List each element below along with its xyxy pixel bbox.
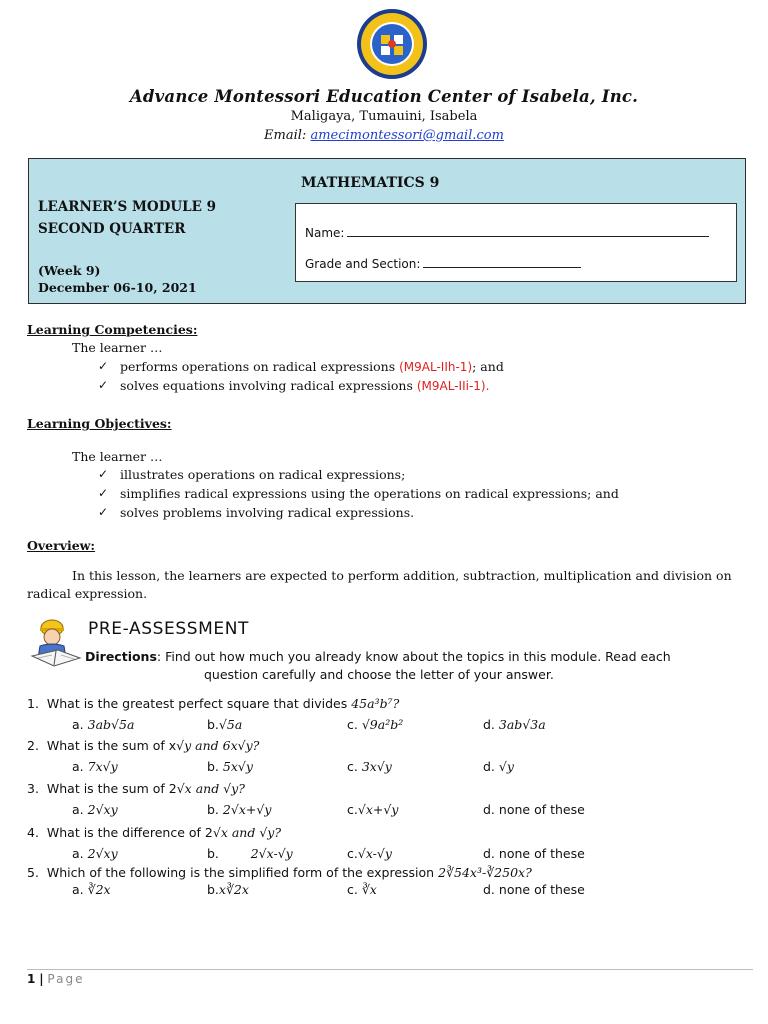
page-word: Page [47, 972, 85, 986]
question-text: What is the difference of 2 [46, 825, 213, 840]
objectives-heading: Learning Objectives: [27, 416, 172, 431]
question-number: 1. [27, 696, 39, 711]
student-info-box [295, 203, 737, 282]
school-address: Maligaya, Tumauini, Isabela [290, 109, 478, 124]
objective-item: solves problems involving radical expressions. [120, 505, 415, 520]
option-value: ∛2x [87, 882, 111, 897]
footer-divider [27, 969, 753, 970]
option-value: √x-√y [357, 846, 392, 861]
question-4 [27, 825, 281, 840]
question-expr: 2∛54x³-∛250x? [438, 865, 532, 880]
page-separator: | [39, 972, 44, 986]
option-value: ∛x [361, 882, 377, 897]
module-number: LEARNER’S MODULE 9 [38, 199, 217, 215]
email-link[interactable]: amecimontessori@gmail.com [310, 128, 504, 143]
option-a[interactable]: a. 2√xy [72, 802, 118, 817]
option-value: none of these [498, 802, 585, 817]
question-expr: √x and √y? [212, 825, 282, 840]
option-b[interactable]: b.x∛2x [207, 882, 249, 897]
option-a[interactable]: a. 2√xy [72, 846, 118, 861]
option-value: √5a [218, 717, 243, 732]
question-2 [27, 738, 259, 753]
option-value: none of these [498, 846, 585, 861]
name-field[interactable] [305, 225, 709, 240]
check-icon: ✓ [98, 359, 109, 373]
option-value: 2√x+√y [222, 802, 272, 817]
check-icon: ✓ [98, 486, 109, 500]
question-number: 4. [27, 825, 39, 840]
option-value: 7x√y [87, 759, 118, 774]
question-number: 3. [27, 781, 39, 796]
question-text: What is the sum of 2 [46, 781, 177, 796]
objective-item: simplifies radical expressions using the operations on radical expressions; and [120, 486, 619, 501]
name-line[interactable] [347, 225, 709, 237]
competency-suffix: . [485, 379, 490, 393]
page-number: 1 [27, 972, 36, 986]
option-a[interactable]: a. 7x√y [72, 759, 118, 774]
option-a[interactable]: a. ∛2x [72, 882, 111, 897]
option-d[interactable]: d. none of these [483, 802, 585, 817]
option-value: 3ab√5a [87, 717, 135, 732]
option-c[interactable]: c.√x+√y [347, 802, 399, 817]
option-b[interactable]: b. 2√x+√y [207, 802, 272, 817]
option-value: 3ab√3a [498, 717, 546, 732]
school-seal-logo [356, 8, 428, 80]
competency-code: (M9AL-IIi-1) [416, 379, 486, 393]
competency-code: (M9AL-IIh-1) [399, 360, 473, 374]
competency-item [120, 378, 489, 393]
check-icon: ✓ [98, 505, 109, 519]
option-c[interactable]: c. ∛x [347, 882, 377, 897]
option-value: √x+√y [357, 802, 399, 817]
page-footer [27, 972, 84, 986]
option-c[interactable]: c. 3x√y [347, 759, 392, 774]
grade-section-field[interactable] [305, 256, 581, 271]
option-b[interactable]: b. 2√x-√y [207, 846, 293, 861]
question-expr: 45a³b⁷? [351, 696, 400, 711]
check-icon: ✓ [98, 378, 109, 392]
directions-text [85, 648, 747, 666]
option-value: 2√x-√y [250, 846, 293, 861]
competency-text: solves equations involving radical expressions [120, 378, 413, 393]
question-text: What is the greatest perfect square that divides [46, 696, 348, 711]
competencies-intro: The learner … [72, 340, 163, 355]
question-expr: √y and 6x√y? [176, 738, 260, 753]
option-value: none of these [498, 882, 585, 897]
option-a[interactable]: a. 3ab√5a [72, 717, 135, 732]
overview-text: In this lesson, the learners are expected to perform addition, subtraction, multiplication and division on radical expression. [27, 568, 732, 601]
competency-suffix: ; and [472, 359, 504, 374]
option-value: √y [498, 759, 514, 774]
option-value: √9a²b² [361, 717, 404, 732]
grade-section-label: Grade and Section: [305, 257, 421, 271]
option-value: x∛2x [218, 882, 249, 897]
option-c[interactable]: c.√x-√y [347, 846, 392, 861]
question-text: What is the sum of x [46, 738, 177, 753]
overview-heading: Overview: [27, 538, 96, 553]
option-d[interactable]: d. none of these [483, 846, 585, 861]
option-value: 2√xy [87, 846, 118, 861]
objective-item: illustrates operations on radical expressions; [120, 467, 406, 482]
competencies-heading: Learning Competencies: [27, 322, 198, 337]
question-number: 2. [27, 738, 39, 753]
week-label: (Week 9) [38, 263, 101, 278]
email-label: Email: [264, 128, 307, 143]
student-reading-icon [28, 616, 82, 668]
question-1 [27, 696, 399, 711]
question-number: 5. [27, 865, 39, 880]
question-3 [27, 781, 245, 796]
directions-body: : Find out how much you already know about the topics in this module. Read each [156, 649, 671, 664]
email-line [0, 128, 768, 143]
week-dates: December 06-10, 2021 [38, 280, 197, 295]
option-value: 5x√y [222, 759, 253, 774]
option-d[interactable]: d. none of these [483, 882, 585, 897]
competency-item [120, 359, 504, 374]
name-label: Name: [305, 226, 345, 240]
school-name: Advance Montessori Education Center of Isabela, Inc. [129, 87, 639, 106]
module-info-box [28, 158, 746, 304]
question-expr: √x and √y? [176, 781, 245, 796]
question-5 [27, 865, 532, 880]
option-d[interactable]: d. 3ab√3a [483, 717, 546, 732]
module-week [38, 262, 197, 296]
directions-text-2: question carefully and choose the letter of your answer. [204, 667, 554, 682]
option-b[interactable]: b. 5x√y [207, 759, 253, 774]
objectives-intro: The learner … [72, 449, 163, 464]
option-value: 3x√y [361, 759, 392, 774]
module-title [38, 196, 216, 240]
directions-label: Directions [85, 649, 157, 664]
pre-assessment-title: PRE-ASSESSMENT [88, 619, 250, 639]
option-d[interactable]: d. √y [483, 759, 514, 774]
grade-section-line[interactable] [423, 256, 581, 268]
competency-text: performs operations on radical expressions [120, 359, 396, 374]
question-text: Which of the following is the simplified form of the expression [46, 865, 435, 880]
option-b[interactable]: b.√5a [207, 717, 243, 732]
option-value: 2√xy [87, 802, 118, 817]
module-quarter: SECOND QUARTER [38, 221, 186, 237]
check-icon: ✓ [98, 467, 109, 481]
subject-title: MATHEMATICS 9 [301, 175, 440, 191]
option-c[interactable]: c. √9a²b² [347, 717, 404, 732]
